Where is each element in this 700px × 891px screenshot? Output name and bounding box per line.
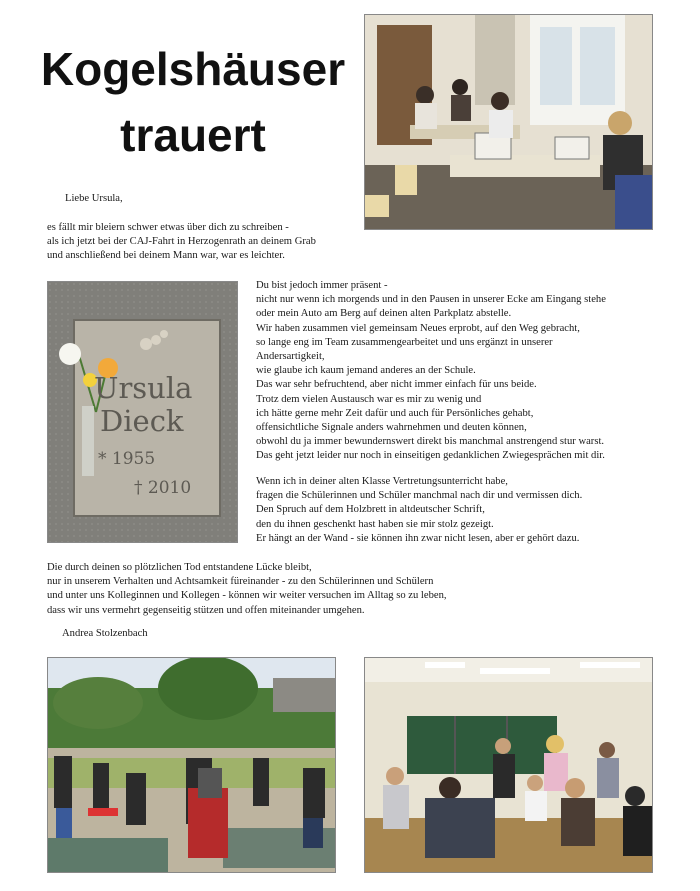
text-line: oder mein Auto am Berg auf deinen alten Parkplatz abstelle.: [256, 308, 512, 320]
middle-paragraph-1: [256, 279, 606, 464]
plaque-last-name: Dieck: [100, 404, 184, 438]
greeting: Liebe Ursula,: [65, 193, 123, 204]
text-line: Den Spruch auf dem Holzbrett in altdeutscher Schrift,: [256, 504, 485, 516]
intro-paragraph: [47, 221, 316, 264]
text-line: fragen die Schülerinnen und Schüler manchmal nach dir und vermissen dich.: [256, 490, 583, 502]
text-line: obwohl du ja immer bewundernswert direkt bis manchmal anstrengend stur warst.: [256, 436, 605, 448]
plaque-birth: * 1955: [98, 449, 156, 469]
plaque-first-name: Ursula: [94, 371, 193, 405]
photo-memorial-plaque: [47, 281, 238, 543]
signature: Andrea Stolzenbach: [62, 628, 148, 639]
text-line: Das geht jetzt leider nur noch in einseitigen gedanklichen Zwiegesprächen mit dir.: [256, 450, 605, 462]
text-line: dass wir uns vermehrt gegenseitig stützen und offen miteinander umgehen.: [47, 604, 365, 616]
text-line: Trotz dem vielen Austausch war es mir zu wenig und: [256, 393, 482, 405]
closing-paragraph: [47, 561, 447, 618]
middle-paragraph-2: [256, 475, 582, 546]
title-line-1: Kogelshäuser: [40, 43, 346, 95]
intro-line: es fällt mir bleiern schwer etwas über dich zu schreiben -: [47, 222, 289, 233]
rafting-group-image: [48, 658, 336, 873]
text-line: Du bist jedoch immer präsent -: [256, 280, 388, 291]
intro-line: und anschließend bei deinem Mann war, war es leichter.: [47, 250, 285, 262]
plaque-death: † 2010: [134, 478, 192, 498]
text-line: Die durch deinen so plötzlichen Tod entstandene Lücke bleibt,: [47, 562, 312, 573]
text-line: ich hätte gerne mehr Zeit dafür und auch für Persönliches gehabt,: [256, 407, 534, 419]
text-line: Er hängt an der Wand - sie können ihn zwar nicht lesen, aber er gehört dazu.: [256, 532, 580, 544]
text-line: so lange eng im Team zusammengearbeitet und uns ergänzt in unserer: [256, 336, 553, 348]
photo-sewing-classroom: [364, 14, 653, 230]
text-line: nur in unserem Verhalten und Achtsamkeit füreinander - zu den Schülerinnen und Schülern: [47, 576, 434, 588]
photo-rafting-group: [47, 657, 336, 873]
page-title: [28, 36, 358, 168]
text-line: und unter uns Kolleginnen und Kollegen - können wir weiter versuchen im Alltag so zu leben,: [47, 590, 447, 602]
text-line: den du ihnen geschenkt hast haben sie mir stolz gezeigt.: [256, 518, 494, 530]
title-line-2: trauert: [120, 109, 266, 161]
intro-line: als ich jetzt bei der CAJ-Fahrt in Herzogenrath an deinem Grab: [47, 236, 316, 248]
text-line: wie glaube ich kaum jemand anderes an der Schule.: [256, 365, 476, 377]
classroom-group-image: [365, 658, 653, 873]
text-line: Wir haben zusammen viel gemeinsam Neues erprobt, auf den Weg gebracht,: [256, 322, 580, 334]
photo-classroom-group: [364, 657, 653, 873]
text-line: offensichtliche Signale anders wahrnehmen und deuten können,: [256, 422, 527, 434]
plaque-inscription: [94, 372, 234, 500]
text-line: Das war sehr befruchtend, aber nicht immer einfach für uns beide.: [256, 379, 537, 391]
text-line: nicht nur wenn ich morgends und in den Pausen in unserer Ecke am Eingang stehe: [256, 294, 606, 306]
text-line: Andersartigkeit,: [256, 351, 325, 363]
text-line: Wenn ich in deiner alten Klasse Vertretungsunterricht habe,: [256, 476, 508, 487]
sewing-classroom-image: [365, 15, 653, 230]
